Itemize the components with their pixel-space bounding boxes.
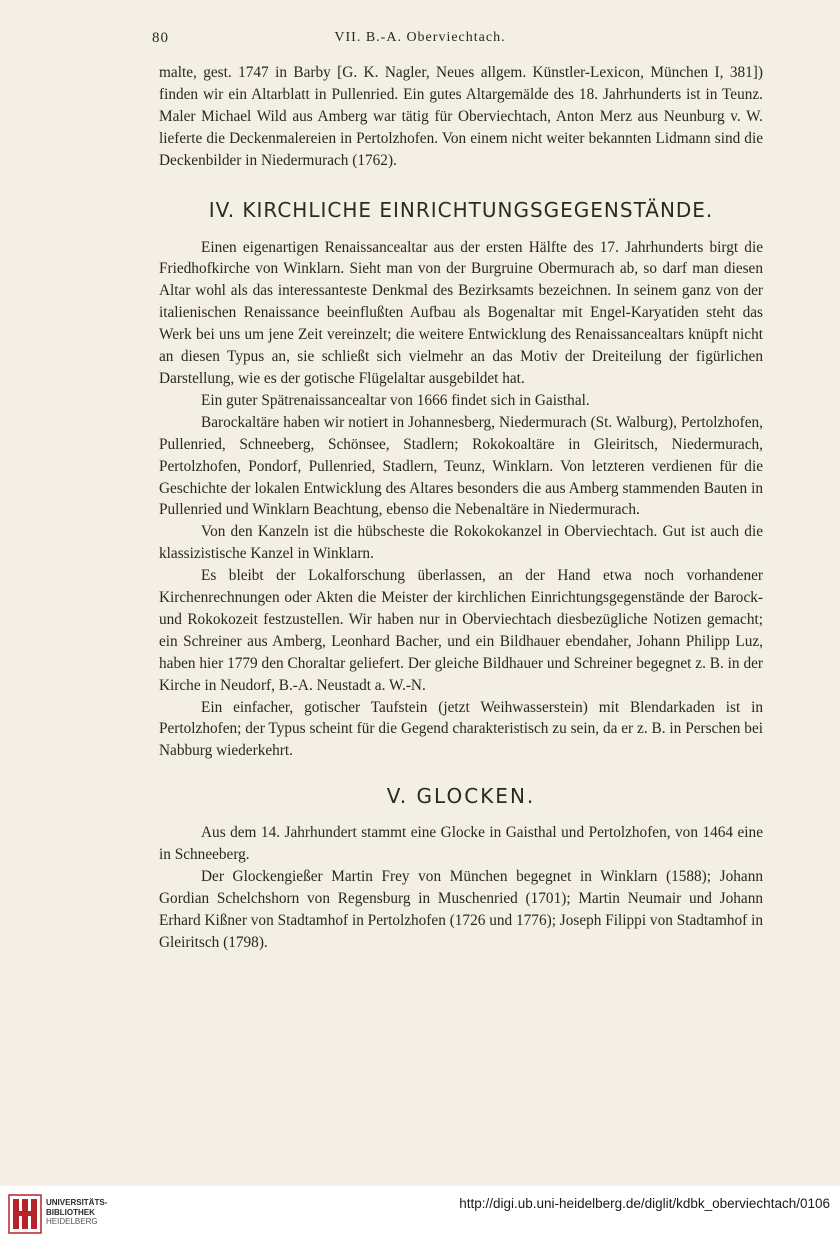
paragraph: Der Glockengießer Martin Frey von München begegnet in Winklarn (1588); Johann Gordian Schelchshorn von Regensburg in Muschenried (1701); Martin Neumair und Johann Erhard Kißner von Stadtamhof in Pertolzhofen (1726 und 1776); Joseph Filippi von Stadtamhof in Gleiritsch (1798).	[159, 868, 763, 951]
paragraph: Ein guter Spätrenaissancealtar von 1666 findet sich in Gaisthal.	[201, 391, 590, 409]
paragraph: Von den Kanzeln ist die hübscheste die Rokokokanzel in Oberviechtach. Gut ist auch die klassizistische Kanzel in Winklarn.	[159, 523, 763, 563]
library-logo-text	[46, 1198, 107, 1227]
paragraph: Aus dem 14. Jahrhundert stammt eine Glocke in Gaisthal und Pertolzhofen, von 1464 eine in Schneeberg.	[159, 824, 763, 864]
paragraph: Barockaltäre haben wir notiert in Johannesberg, Niedermurach (St. Walburg), Pertolzhofen, Pullenried, Schneeberg, Schönsee, Stadlern; Rokokoaltäre in Gleiritsch, Niedermurach, Pertolzhofen, Pondorf, Pullenried, Stadlern, Teunz, Winklarn. Von letzteren verdienen für die Geschichte der lokalen Entwicklung des Altares besonders die aus Amberg stammenden Bauten in Pullenried und Winklarn Beachtung, ebenso die Nebenaltäre in Niedermurach.	[159, 413, 763, 519]
footer-bar	[0, 1186, 840, 1247]
text-block	[159, 62, 763, 954]
section-heading-iv: IV. KIRCHLICHE EINRICHTUNGSGEGENSTÄNDE.	[208, 197, 714, 222]
paragraph-intro: malte, gest. 1747 in Barby [G. K. Nagler, Neues allgem. Künstler-Lexicon, München I, 381]) finden wir ein Altarblatt in Pullenried. Ein gutes Altargemälde des 18. Jahrhunderts ist in Teunz. Maler Michael Wild aus Amberg war tätig für Oberviechtach, Anton Merz aus Neunburg v. W. lieferte die Deckenmalereien in Pertolzhofen. Von einem nicht weiter bekannten Lidmann sind die Deckenbilder in Niedermurach (1762).	[159, 64, 763, 169]
logo-line: UNIVERSITÄTS-	[46, 1198, 108, 1207]
page-header	[0, 30, 840, 54]
running-title: VII. B.-A. Oberviechtach.	[334, 30, 506, 45]
logo-line: HEIDELBERG	[46, 1217, 98, 1226]
permalink-url[interactable]: http://digi.ub.uni-heidelberg.de/diglit/kdbk_oberviechtach/0106	[459, 1196, 830, 1211]
library-logo-icon	[8, 1194, 42, 1234]
library-logo[interactable]	[8, 1194, 118, 1234]
logo-line: BIBLIOTHEK	[46, 1207, 95, 1217]
page-number: 80	[152, 30, 169, 46]
paragraph: Ein einfacher, gotischer Taufstein (jetzt Weihwasserstein) mit Blendarkaden ist in Pertolzhofen; der Typus scheint für die Gegend charakteristisch zu sein, da er z. B. in Perschen bei Nabburg wiederkehrt.	[159, 698, 763, 760]
paragraph: Einen eigenartigen Renaissancealtar aus der ersten Hälfte des 17. Jahrhunderts birgt die Friedhofkirche von Winklarn. Sieht man von der Burgruine Obermurach ab, so darf man diesen Altar wohl als das interessanteste Denkmal des Bezirksamts bezeichnen. In seinem ganz von der italienischen Renaissance beeinflußten Aufbau als Bogenaltar mit Engel-Karyatiden steht das Werk bei uns um jene Zeit vereinzelt; die weitere Entwicklung des Renaissancealtars knüpft nicht an diesen Typus an, sie schließt sich vielmehr an das Motiv der Dreiteilung der figürlichen Darstellung, wie es der gotische Flügelaltar ausgebildet hat.	[159, 238, 763, 387]
section-heading-v: V. GLOCKEN.	[386, 784, 536, 809]
paragraph: Es bleibt der Lokalforschung überlassen, an der Hand etwa noch vorhandener Kirchenrechnungen oder Akten die Meister der kirchlichen Einrichtungsgegenstände der Barock- und Rokokozeit festzustellen. Wir haben nur in Oberviechtach diesbezügliche Notizen gemacht; ein Schreiner aus Amberg, Leonhard Bacher, und ein Bildhauer ebendaher, Johann Philipp Luz, haben hier 1779 den Choraltar geliefert. Der gleiche Bildhauer und Schreiner begegnet z. B. in der Kirche in Neudorf, B.-A. Neustadt a. W.-N.	[159, 567, 763, 694]
